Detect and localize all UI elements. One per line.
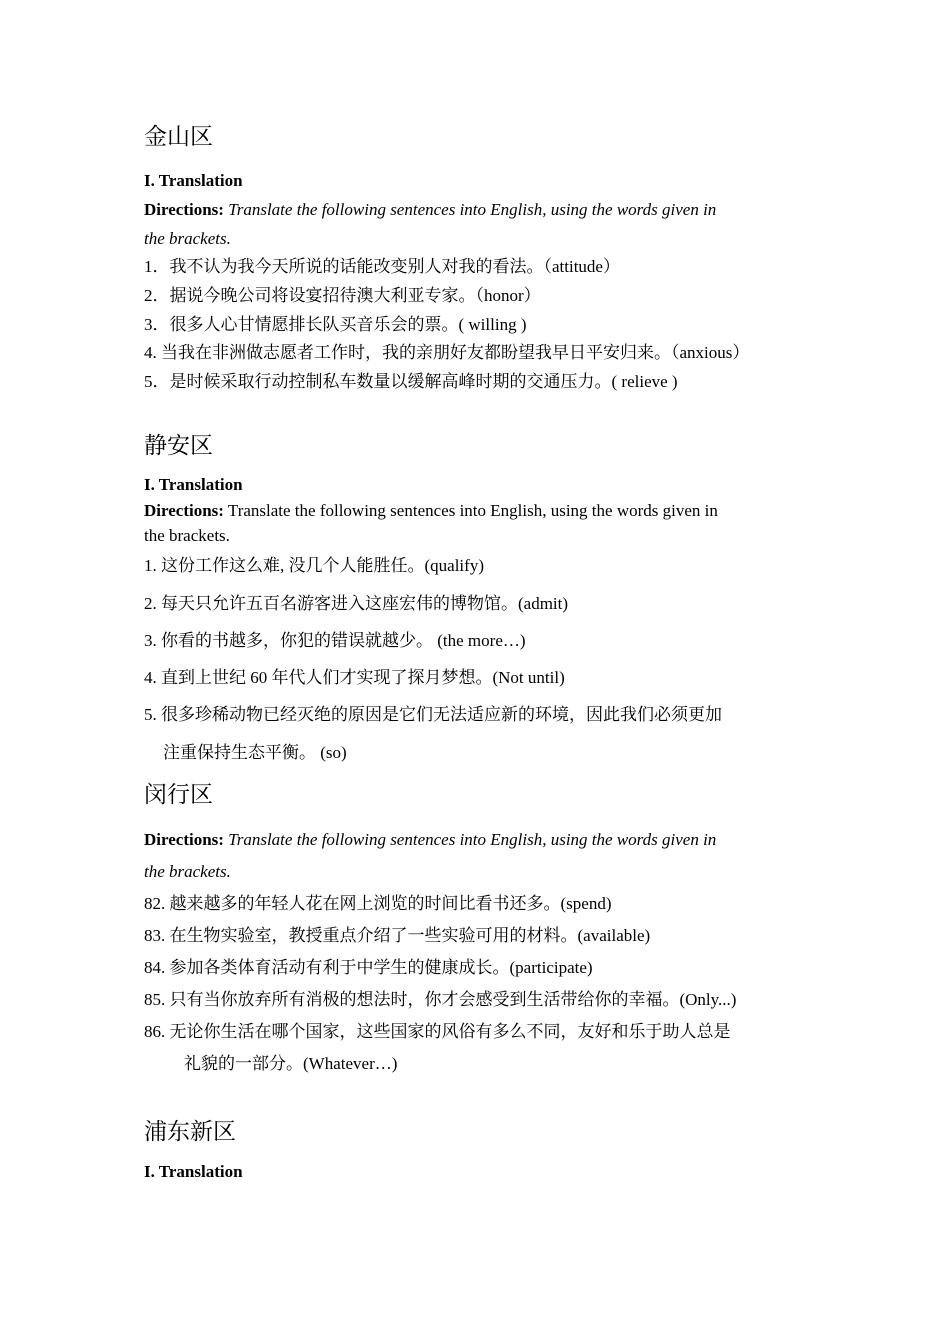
directions-text: Translate the following sentences into English, using the words given in — [228, 200, 717, 219]
list-item: 2．据说今晚公司将设宴招待澳大利亚专家。（honor） — [144, 286, 541, 305]
list-item: 84. 参加各类体育活动有利于中学生的健康成长。(participate) — [144, 958, 593, 977]
list-item: 5．是时候采取行动控制私车数量以缓解高峰时期的交通压力。( relieve ) — [144, 372, 678, 391]
directions-label: Directions: — [144, 501, 224, 520]
directions-label: Directions: — [144, 200, 224, 219]
list-item: 4. 当我在非洲做志愿者工作时，我的亲朋好友都盼望我早日平安归来。（anxious） — [144, 343, 750, 362]
section-title-pudong: 浦东新区 — [144, 1119, 236, 1145]
section-heading-jinshan: I. Translation — [144, 171, 243, 190]
section-heading-jingan: I. Translation — [144, 475, 243, 494]
list-item: 86. 无论你生活在哪个国家，这些国家的风俗有多么不同，友好和乐于助人总是 — [144, 1022, 731, 1041]
directions-jinshan-line1 — [144, 199, 716, 221]
section-title-minhang: 闵行区 — [144, 782, 213, 808]
directions-text: Translate the following sentences into English, using the words given in — [227, 501, 718, 520]
list-item: 4. 直到上世纪 60 年代人们才实现了探月梦想。(Not until) — [144, 668, 565, 687]
list-item-continuation: 礼貌的一部分。(Whatever…) — [184, 1054, 398, 1073]
directions-jingan-line2: the brackets. — [144, 526, 230, 545]
list-item: 5. 很多珍稀动物已经灭绝的原因是它们无法适应新的环境，因此我们必须更加 — [144, 705, 722, 724]
list-item: 3．很多人心甘情愿排长队买音乐会的票。( willing ) — [144, 315, 527, 334]
directions-minhang-line2: the brackets. — [144, 862, 231, 881]
list-item: 85. 只有当你放弃所有消极的想法时，你才会感受到生活带给你的幸福。(Only...) — [144, 990, 737, 1009]
section-title-jingan: 静安区 — [144, 433, 213, 459]
list-item: 1. 这份工作这么难, 没几个人能胜任。(qualify) — [144, 556, 484, 575]
section-title-jinshan: 金山区 — [144, 124, 213, 150]
directions-label: Directions: — [144, 830, 224, 849]
list-item-continuation: 注重保持生态平衡。 (so) — [163, 743, 347, 762]
list-item: 1．我不认为我今天所说的话能改变别人对我的看法。（attitude） — [144, 257, 620, 276]
directions-jingan-line1 — [144, 500, 718, 522]
directions-jinshan-line2: the brackets. — [144, 229, 231, 248]
list-item: 3. 你看的书越多，你犯的错误就越少。 (the more…) — [144, 631, 526, 650]
directions-minhang-line1 — [144, 829, 716, 851]
list-item: 2. 每天只允许五百名游客进入这座宏伟的博物馆。(admit) — [144, 594, 569, 613]
list-item: 82. 越来越多的年轻人花在网上浏览的时间比看书还多。(spend) — [144, 894, 612, 913]
section-heading-pudong: I. Translation — [144, 1162, 243, 1181]
list-item: 83. 在生物实验室，教授重点介绍了一些实验可用的材料。(available) — [144, 926, 651, 945]
directions-text: Translate the following sentences into English, using the words given in — [228, 830, 717, 849]
